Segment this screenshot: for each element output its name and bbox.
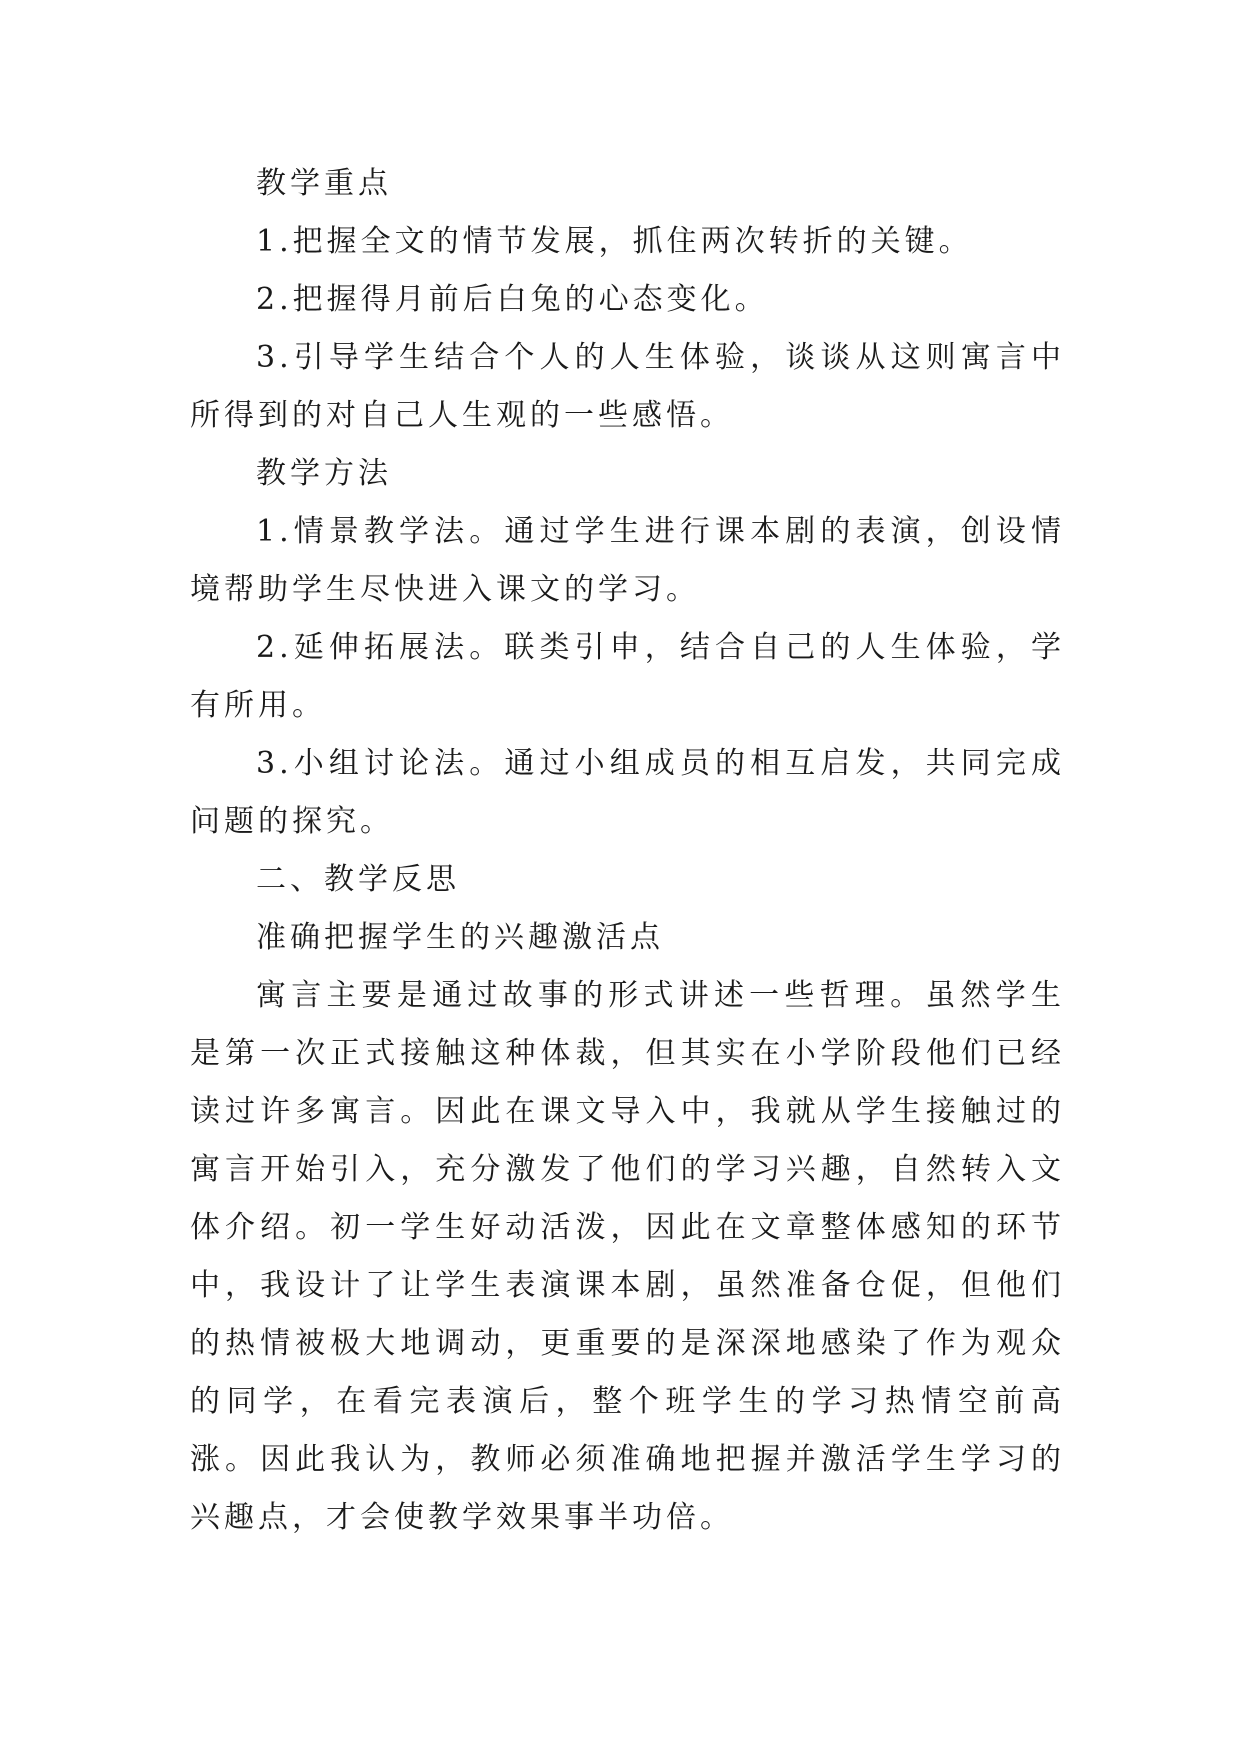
method-item-3: 3.小组讨论法。通过小组成员的相互启发，共同完成问题的探究。 (190, 746, 1065, 839)
focus-item-1: 1.把握全文的情节发展，抓住两次转折的关键。 (256, 224, 973, 259)
method-item-1: 1.情景教学法。通过学生进行课本剧的表演，创设情境帮助学生尽快进入课文的学习。 (190, 514, 1065, 607)
focus-item-2: 2.把握得月前后白兔的心态变化。 (256, 282, 769, 317)
heading-teaching-methods: 教学方法 (256, 456, 392, 491)
subheading-interest-point: 准确把握学生的兴趣激活点 (256, 920, 664, 955)
reflection-body: 寓言主要是通过故事的形式讲述一些哲理。虽然学生是第一次正式接触这种体裁，但其实在小学阶段他们已经读过许多寓言。因此在课文导入中，我就从学生接触过的寓言开始引入，充分激发了他们的学习兴趣，自然转入文体介绍。初一学生好动活泼，因此在文章整体感知的环节中，我设计了让学生表演课本剧，虽然准备仓促，但他们的热情被极大地调动，更重要的是深深地感染了作为观众的同学，在看完表演后，整个班学生的学习热情空前高涨。因此我认为，教师必须准确地把握并激活学生学习的兴趣点，才会使教学效果事半功倍。 (190, 978, 1065, 1535)
heading-teaching-reflection: 二、教学反思 (256, 862, 460, 897)
document-page (190, 155, 1065, 1547)
focus-item-3: 3.引导学生结合个人的人生体验，谈谈从这则寓言中所得到的对自己人生观的一些感悟。 (190, 340, 1065, 433)
heading-teaching-focus: 教学重点 (256, 166, 392, 201)
method-item-2: 2.延伸拓展法。联类引申，结合自己的人生体验，学有所用。 (190, 630, 1065, 723)
